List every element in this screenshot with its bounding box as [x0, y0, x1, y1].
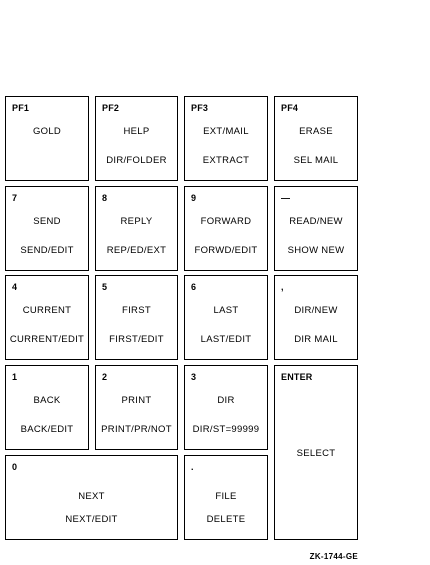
- key-gold-function: BACK/EDIT: [20, 424, 74, 435]
- key-function: SELECT: [296, 448, 336, 459]
- key-label: 2: [102, 372, 108, 382]
- key-pf2: [95, 96, 178, 181]
- key-label: 6: [191, 282, 197, 292]
- key-pf4: [274, 96, 358, 181]
- key-label: —: [281, 193, 291, 203]
- key-label: PF1: [12, 103, 30, 113]
- key-comma: [274, 275, 358, 360]
- key-gold-function: DIR/FOLDER: [106, 155, 167, 166]
- key-gold-function: DIR MAIL: [294, 334, 338, 345]
- key-function: PRINT: [121, 395, 152, 406]
- key-gold-function: SHOW NEW: [287, 245, 345, 256]
- key-label: 3: [191, 372, 197, 382]
- key-minus: [274, 186, 358, 271]
- key-gold-function: FIRST/EDIT: [109, 334, 164, 345]
- key-function: FILE: [215, 491, 237, 502]
- key-gold-function: CURRENT/EDIT: [9, 334, 85, 345]
- key-3: [184, 365, 268, 450]
- key-6: [184, 275, 268, 360]
- key-function: FIRST: [122, 305, 151, 316]
- key-label: 1: [12, 372, 18, 382]
- key-function: DIR/NEW: [294, 305, 338, 316]
- key-label: PF4: [281, 103, 299, 113]
- key-label: .: [191, 462, 194, 472]
- key-function: NEXT: [78, 491, 105, 502]
- key-function: CURRENT: [22, 305, 72, 316]
- key-function: DIR: [217, 395, 235, 406]
- key-label: 0: [12, 462, 18, 472]
- key-8: [95, 186, 178, 271]
- key-7: [5, 186, 89, 271]
- key-gold-function: SEL MAIL: [293, 155, 339, 166]
- key-label: 7: [12, 193, 18, 203]
- key-label: ENTER: [281, 372, 313, 382]
- key-function: SEND: [33, 216, 61, 227]
- key-2: [95, 365, 178, 450]
- key-function: READ/NEW: [289, 216, 343, 227]
- key-gold-function: EXTRACT: [202, 155, 250, 166]
- key-pf3: [184, 96, 268, 181]
- key-function: HELP: [123, 126, 150, 137]
- key-1: [5, 365, 89, 450]
- key-4: [5, 275, 89, 360]
- key-function: ERASE: [299, 126, 333, 137]
- key-function: BACK: [33, 395, 61, 406]
- key-9: [184, 186, 268, 271]
- key-gold-function: DIR/ST=99999: [192, 424, 260, 435]
- key-label: 9: [191, 193, 197, 203]
- figure-id: ZK-1744-GE: [309, 552, 358, 561]
- key-gold-function: PRINT/PR/NOT: [101, 424, 172, 435]
- key-function: LAST: [213, 305, 239, 316]
- key-gold-function: FORWD/EDIT: [194, 245, 258, 256]
- key-period: [184, 455, 268, 540]
- key-function: FORWARD: [200, 216, 252, 227]
- key-gold-function: SEND/EDIT: [20, 245, 74, 256]
- key-enter: [274, 365, 358, 540]
- key-label: 4: [12, 282, 18, 292]
- key-gold-function: DELETE: [206, 514, 246, 525]
- key-function: REPLY: [120, 216, 153, 227]
- key-pf1: [5, 96, 89, 181]
- key-gold-function: LAST/EDIT: [200, 334, 252, 345]
- key-function: EXT/MAIL: [203, 126, 249, 137]
- key-label: PF2: [102, 103, 120, 113]
- key-gold-function: REP/ED/EXT: [106, 245, 167, 256]
- key-function: GOLD: [32, 126, 62, 137]
- key-label: 8: [102, 193, 108, 203]
- key-label: PF3: [191, 103, 209, 113]
- key-label: 5: [102, 282, 108, 292]
- key-gold-function: NEXT/EDIT: [65, 514, 118, 525]
- key-5: [95, 275, 178, 360]
- key-0: [5, 455, 178, 540]
- key-label: ,: [281, 282, 284, 292]
